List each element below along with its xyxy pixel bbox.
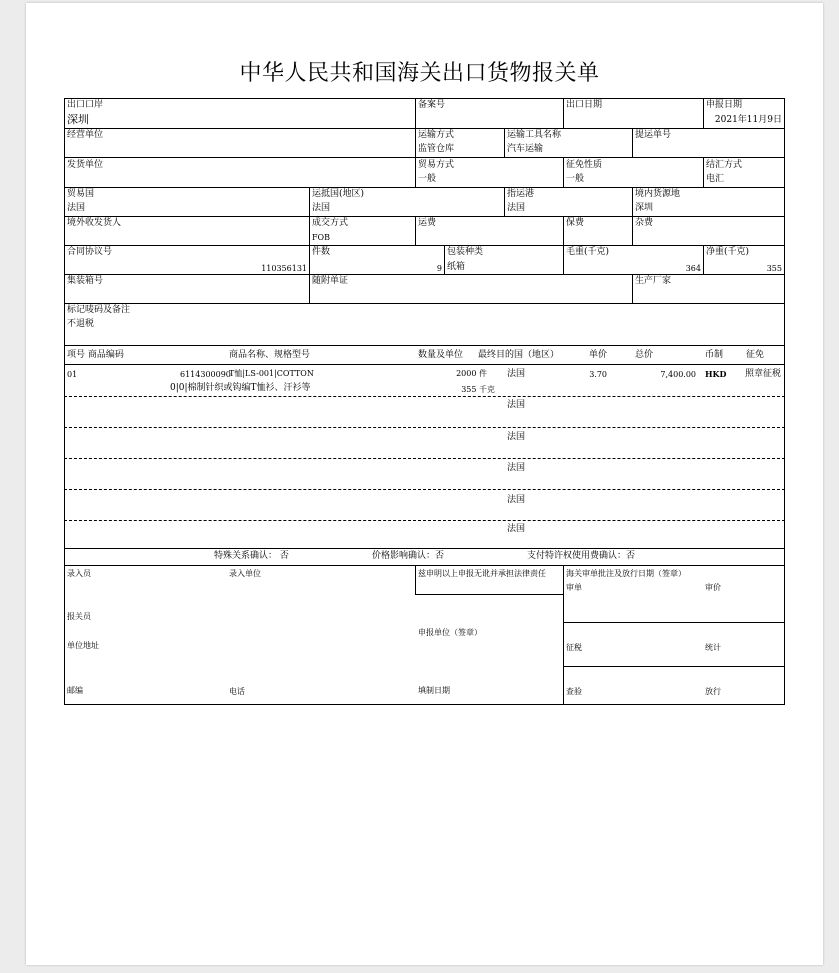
grid-line: [703, 157, 704, 187]
grid-line: [64, 216, 785, 217]
goods-levy: 照章征税: [745, 369, 782, 379]
dest-country-value: 法国: [312, 203, 331, 213]
dashed-line: [64, 520, 785, 521]
settlement-label: 结汇方式: [706, 160, 743, 170]
grid-line: [563, 157, 564, 187]
gross-weight-value: 364: [685, 264, 701, 273]
record-no-label: 备案号: [418, 100, 446, 110]
customs-approval-label: 海关审单批注及放行日期（签章）: [566, 569, 686, 578]
declaration-statement: 兹申明以上申报无讹并承担法律责任: [418, 569, 546, 578]
declare-date-label: 申报日期: [706, 100, 743, 110]
container-no-label: 集装箱号: [67, 276, 104, 286]
empty-row-country-3: 法国: [507, 463, 526, 473]
contract-no-label: 合同协议号: [67, 247, 113, 257]
packing-value: 纸箱: [447, 262, 466, 272]
goods-country: 法国: [507, 369, 526, 379]
dest-port-value: 法国: [507, 203, 526, 213]
dest-country-label: 运抵国(地区): [312, 189, 365, 199]
goods-header-item-code: 项号 商品编码: [67, 350, 124, 360]
gross-weight-label: 毛重(千克): [566, 247, 610, 257]
grid-line: [563, 216, 564, 245]
grid-line: [415, 157, 416, 187]
inspection-label: 查验: [566, 687, 582, 696]
grid-line: [563, 98, 564, 128]
grid-line: [415, 594, 563, 595]
goods-unit-price: 3.70: [589, 370, 607, 379]
grid-line: [64, 364, 785, 365]
goods-header-currency: 币制: [705, 350, 724, 360]
tax-levy-label: 征税: [566, 643, 582, 652]
pieces-value: 9: [436, 264, 442, 273]
grid-line: [504, 187, 505, 216]
marks-value: 不退税: [67, 319, 95, 329]
goods-header-unit-price: 单价: [589, 350, 608, 360]
grid-line: [563, 565, 564, 705]
grid-line: [64, 157, 785, 158]
goods-header-qty-unit: 数量及单位: [418, 350, 464, 360]
grid-line: [64, 345, 785, 346]
postcode-label: 邮编: [67, 686, 83, 695]
grid-line: [64, 128, 785, 129]
empty-row-country-4: 法国: [507, 495, 526, 505]
transport-mode-value: 监管仓库: [418, 144, 455, 154]
royalty-confirm: 支付特许权使用费确认：否: [527, 551, 636, 561]
trade-country-label: 贸易国: [67, 189, 95, 199]
dest-port-label: 指运港: [507, 189, 535, 199]
entry-clerk-label: 录入员: [67, 569, 91, 578]
grid-line: [632, 187, 633, 216]
grid-line: [64, 274, 785, 275]
grid-line: [563, 245, 564, 274]
trade-mode-label: 贸易方式: [418, 160, 455, 170]
export-port-label: 出口口岸: [67, 100, 104, 110]
overseas-consignor-label: 境外收发货人: [67, 218, 122, 228]
grid-line: [309, 245, 310, 274]
transport-mode-label: 运输方式: [418, 130, 455, 140]
goods-header-levy: 征免: [746, 350, 765, 360]
goods-currency: HKD: [705, 369, 727, 379]
freight-label: 运费: [418, 218, 437, 228]
transport-tool-label: 运输工具名称: [507, 130, 562, 140]
goods-qty-2: 355 千克: [461, 385, 495, 394]
dashed-line: [64, 458, 785, 459]
grid-line: [632, 216, 633, 245]
goods-header-total-price: 总价: [635, 350, 654, 360]
goods-hs-code: 6114300090: [180, 370, 231, 379]
packing-label: 包装种类: [447, 247, 484, 257]
operator-label: 经营单位: [67, 130, 104, 140]
empty-row-country-2: 法国: [507, 432, 526, 442]
grid-line: [632, 128, 633, 157]
grid-line: [504, 128, 505, 157]
declare-date-value: 2021年11月9日: [714, 115, 782, 125]
pieces-label: 件数: [312, 247, 331, 257]
net-weight-value: 355: [766, 264, 782, 273]
grid-line: [563, 666, 785, 667]
domestic-source-label: 境内货源地: [635, 189, 681, 199]
grid-line: [703, 98, 704, 128]
deal-mode-label: 成交方式: [312, 218, 349, 228]
tax-nature-value: 一般: [566, 174, 585, 184]
attached-docs-label: 随附单证: [312, 276, 349, 286]
goods-header-name-spec: 商品名称、规格型号: [229, 350, 311, 360]
shipper-label: 发货单位: [67, 160, 104, 170]
grid-line: [64, 245, 785, 246]
goods-name: 0|0|棉制针织或钩编T恤衫、汗衫等: [170, 383, 311, 393]
grid-line: [415, 128, 416, 157]
tax-nature-label: 征免性质: [566, 160, 603, 170]
fill-date-label: 填制日期: [418, 686, 450, 695]
declarant-label: 报关员: [67, 612, 91, 621]
grid-line: [444, 245, 445, 274]
phone-label: 电话: [229, 687, 245, 696]
marks-label: 标记唛码及备注: [67, 305, 131, 315]
insurance-label: 保费: [566, 218, 585, 228]
appraise-label: 审价: [705, 583, 721, 592]
dashed-line: [64, 489, 785, 490]
empty-row-country-5: 法国: [507, 524, 526, 534]
entry-unit-label: 录入单位: [229, 569, 261, 578]
export-port-value: 深圳: [67, 113, 89, 126]
grid-line: [415, 565, 416, 594]
grid-line: [64, 303, 785, 304]
goods-qty-1: 2000 件: [456, 369, 487, 378]
grid-line: [64, 548, 785, 549]
manufacturer-label: 生产厂家: [635, 276, 672, 286]
release-label: 放行: [705, 687, 721, 696]
price-effect-confirm: 价格影响确认：否: [372, 551, 445, 561]
empty-row-country-1: 法国: [507, 400, 526, 410]
contract-no-value: 110356131: [261, 264, 307, 273]
declaring-unit-label: 申报单位（签章）: [418, 628, 482, 637]
grid-line: [309, 187, 310, 216]
special-relation-confirm: 特殊关系确认： 否: [214, 551, 289, 561]
goods-header-final-country: 最终目的国（地区）: [478, 350, 560, 360]
grid-line: [415, 98, 416, 128]
net-weight-label: 净重(千克): [706, 247, 750, 257]
settlement-value: 电汇: [706, 174, 725, 184]
domestic-source-value: 深圳: [635, 203, 654, 213]
export-date-label: 出口日期: [566, 100, 603, 110]
review-label: 审单: [566, 583, 582, 592]
grid-line: [703, 245, 704, 274]
grid-line: [309, 216, 310, 245]
grid-line: [563, 622, 785, 623]
goods-total-price: 7,400.00: [660, 370, 696, 379]
dashed-line: [64, 427, 785, 428]
grid-line: [309, 274, 310, 303]
goods-spec: T恤|LS-001|COTTON: [229, 369, 314, 378]
deal-mode-value: FOB: [312, 233, 330, 242]
statistics-label: 统计: [705, 643, 721, 652]
trade-mode-value: 一般: [418, 174, 437, 184]
trade-country-value: 法国: [67, 203, 86, 213]
grid-line: [415, 216, 416, 245]
misc-fee-label: 杂费: [635, 218, 654, 228]
unit-address-label: 单位地址: [67, 641, 99, 650]
grid-line: [632, 274, 633, 303]
goods-item-no: 01: [67, 370, 78, 379]
transport-tool-value: 汽车运输: [507, 144, 544, 154]
grid-line: [64, 565, 785, 566]
dashed-line: [64, 396, 785, 397]
bill-no-label: 提运单号: [635, 130, 672, 140]
grid-line: [64, 187, 785, 188]
page-title: 中华人民共和国海关出口货物报关单: [239, 61, 600, 86]
